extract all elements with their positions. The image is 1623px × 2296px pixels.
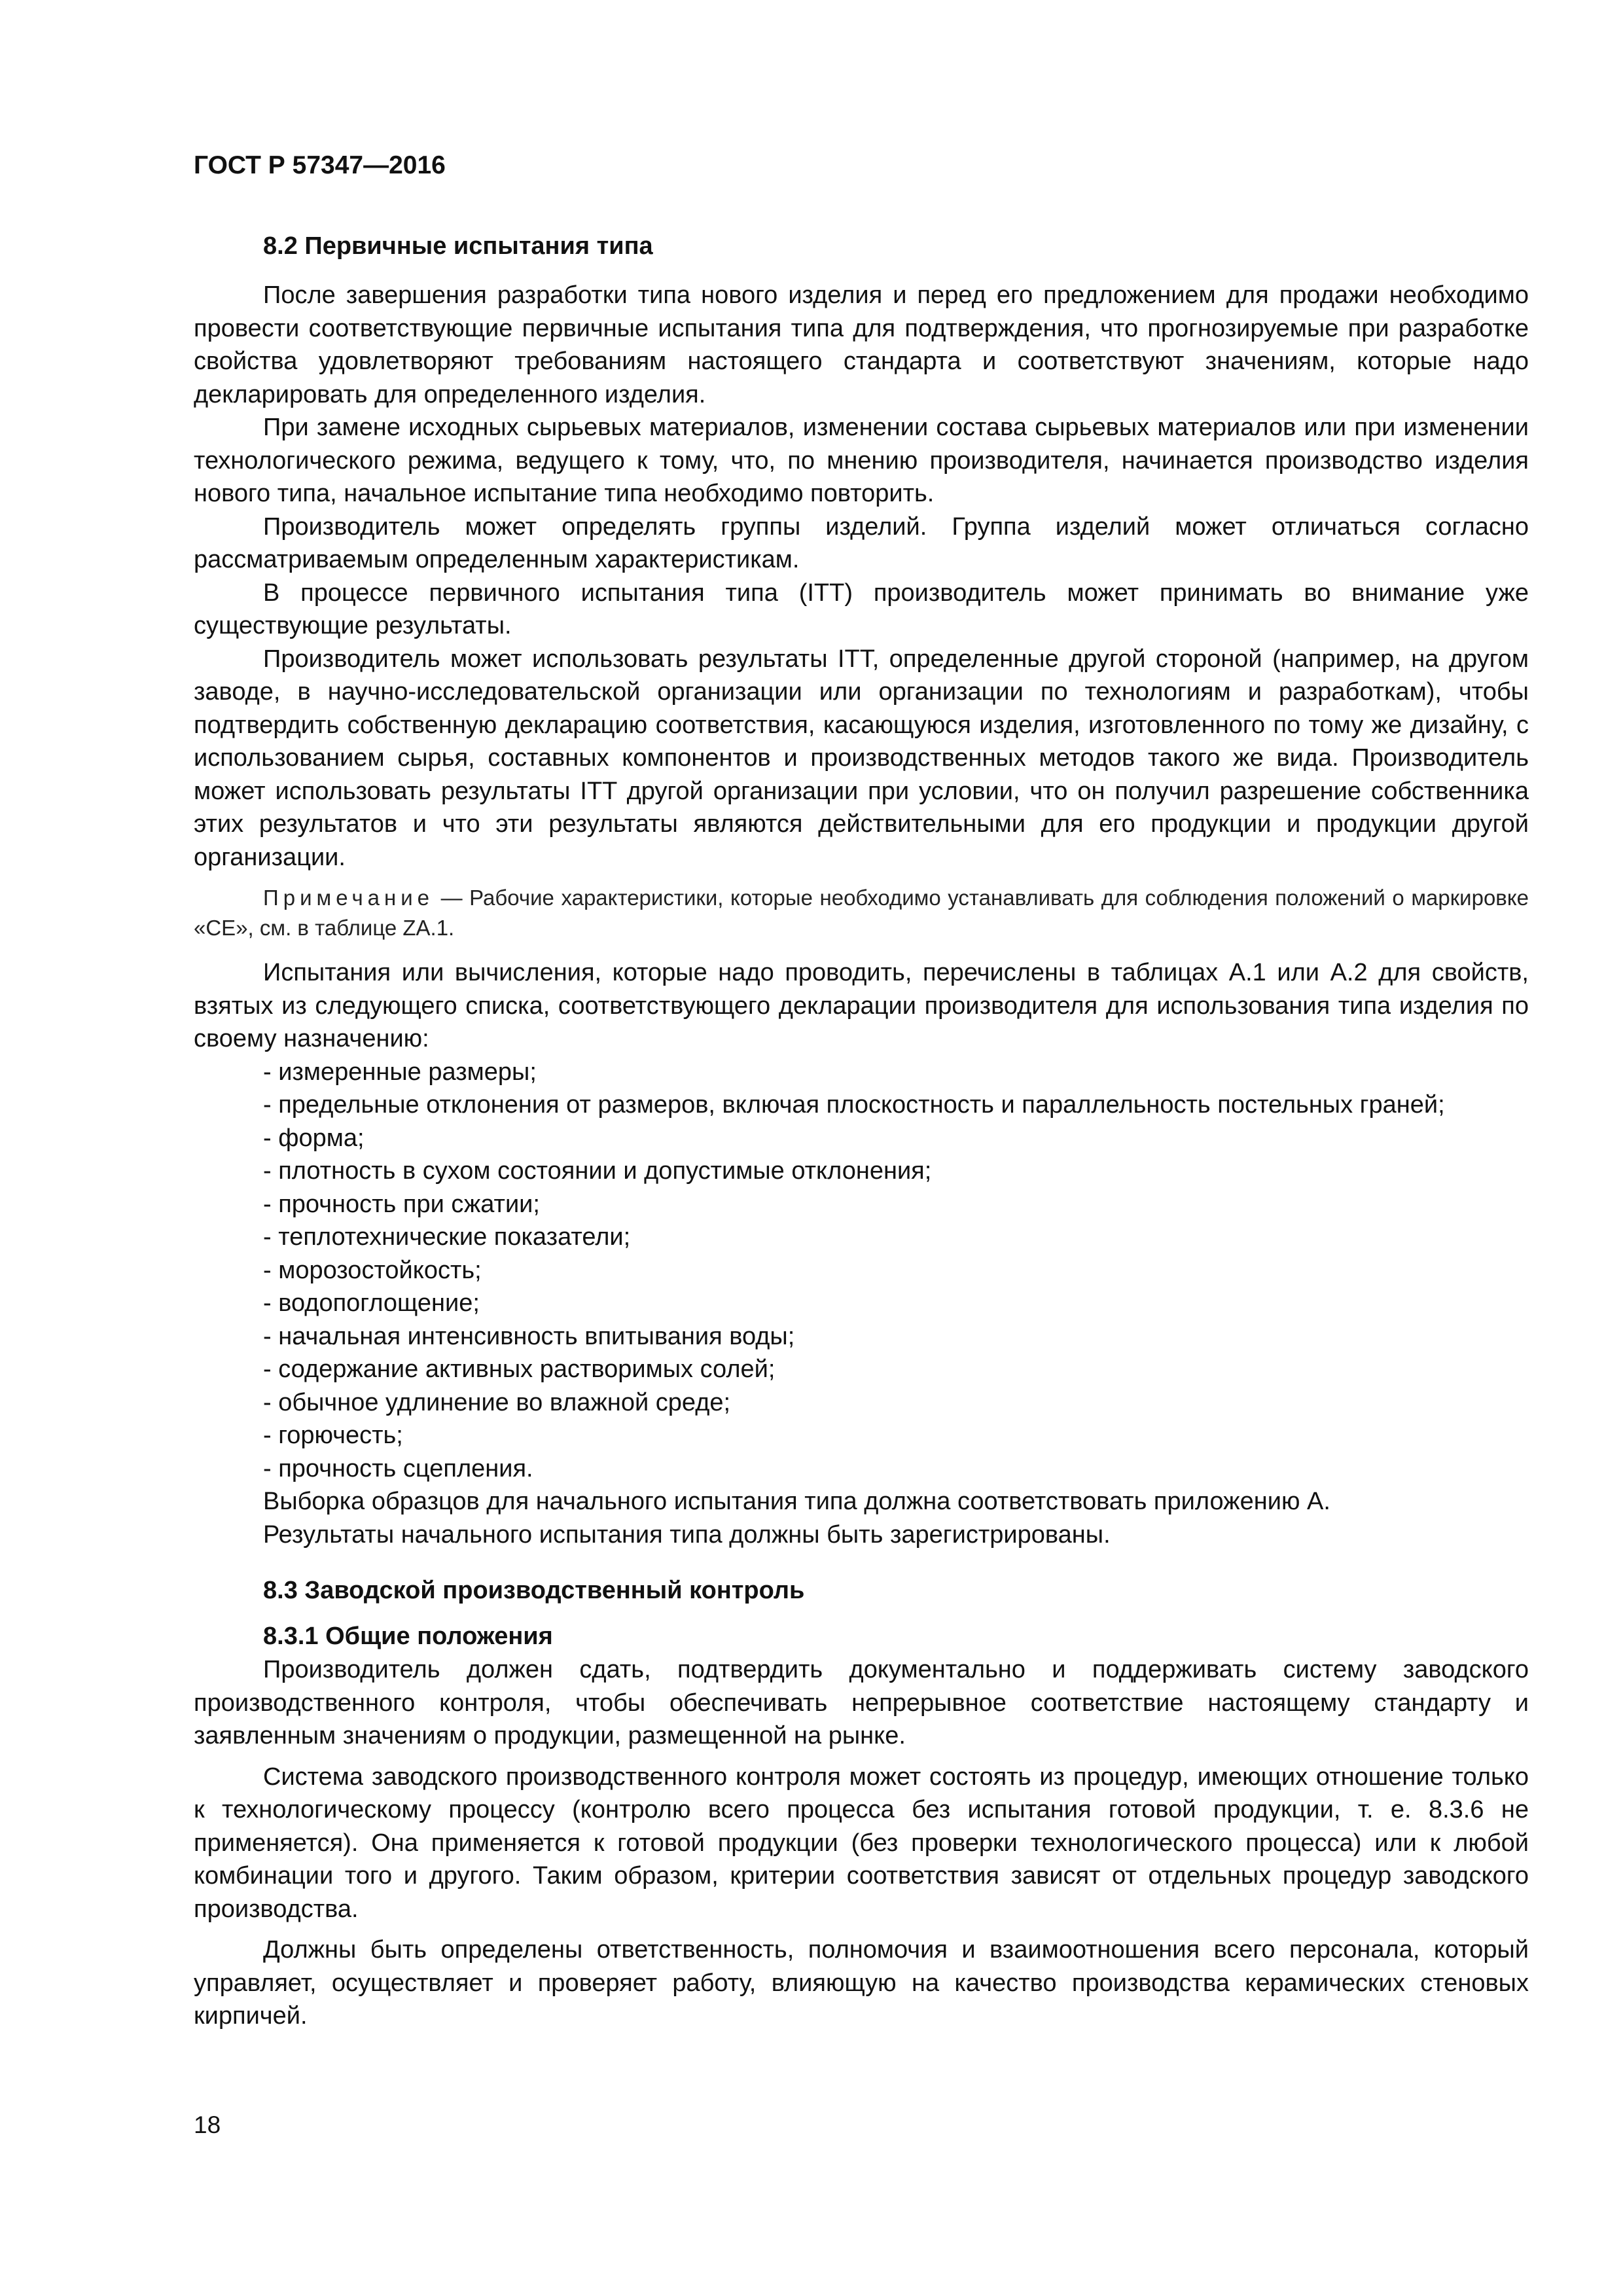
list-item: - содержание активных растворимых солей; (263, 1355, 776, 1383)
paragraph: Производитель может определять группы изделий. Группа изделий может отличаться согласно рассматриваемым определенным характеристикам. (194, 512, 1529, 573)
list-item: - морозостойкость; (263, 1256, 482, 1284)
section-title-8-2: 8.2 Первичные испытания типа (263, 232, 653, 260)
document-code: ГОСТ Р 57347—2016 (194, 151, 446, 179)
list-item: - предельные отклонения от размеров, включая плоскостность и параллельность постельных граней; (263, 1091, 1445, 1119)
list-item: - измеренные размеры; (263, 1058, 537, 1086)
list-item: - теплотехнические показатели; (263, 1223, 631, 1251)
page-content (194, 149, 1529, 2033)
list-item: - плотность в сухом состоянии и допустимые отклонения; (263, 1157, 932, 1185)
list-item: - прочность сцепления. (263, 1454, 533, 1482)
paragraph: Выборка образцов для начального испытания типа должна соответствовать приложению А. (263, 1488, 1330, 1515)
paragraph: Система заводского производственного контроля может состоять из процедур, имеющих отношение только к технологическому процессу (контролю всего процесса без испытания готовой продукции, т. е. 8.3.6 не применяется). Она применяется к готовой продукции (без проверки технологического процесса) или к любой комбинации того и другого. Таким образом, критерии соответствия зависят от отдельных процедур заводского производства. (194, 1763, 1529, 1923)
page-number: 18 (194, 2111, 221, 2138)
list-item: - водопоглощение; (263, 1289, 480, 1317)
paragraph: Производитель должен сдать, подтвердить документально и поддерживать систему заводского производственного контроля, чтобы обеспечивать непрерывное соответствие настоящему стандарту и заявленным значениям о продукции, размещенной на рынке. (194, 1656, 1529, 1749)
properties-list (194, 1056, 1529, 1486)
subsection-title-8-3-1: 8.3.1 Общие положения (263, 1623, 553, 1650)
paragraph: В процессе первичного испытания типа (ITT) производитель может принимать во внимание уже существующие результаты. (194, 579, 1529, 639)
note-label: Примечание (263, 886, 435, 910)
list-item: - начальная интенсивность впитывания воды; (263, 1322, 795, 1350)
note (194, 883, 1529, 943)
section-title-8-3: 8.3 Заводской производственный контроль (263, 1577, 805, 1604)
list-item: - обычное удлинение во влажной среде; (263, 1388, 731, 1416)
paragraph: Должны быть определены ответственность, полномочия и взаимоотношения всего персонала, который управляет, осуществляет и проверяет работу, влияющую на качество производства керамических стеновых кирпичей. (194, 1936, 1529, 2030)
list-item: - горючесть; (263, 1422, 403, 1449)
tests-intro-paragraph: Испытания или вычисления, которые надо проводить, перечислены в таблицах А.1 или А.2 для свойств, взятых из следующего списка, соответствующего декларации производителя для использования типа изделия по своему назначению: (194, 959, 1529, 1052)
paragraph: Производитель может использовать результаты ITT, определенные другой стороной (например, на другом заводе, в научно-исследовательской организации или организации по технологиям и разработкам), чтобы подтвердить собственную декларацию соответствия, касающуюся изделия, изготовленного по тому же дизайну, с использованием сырья, составных компонентов и производственных методов такого же вида. Производитель может использовать результаты ITT другой организации при условии, что он получил разрешение собственника этих результатов и что эти результаты являются действительными для его продукции и продукции другой организации. (194, 645, 1529, 871)
paragraph: При замене исходных сырьевых материалов, изменении состава сырьевых материалов или при изменении технологического режима, ведущего к тому, что, по мнению производителя, начинается производство изделия нового типа, начальное испытание типа необходимо повторить. (194, 414, 1529, 507)
list-item: - прочность при сжатии; (263, 1190, 540, 1218)
paragraph: После завершения разработки типа нового изделия и перед его предложением для продажи необходимо провести соответствующие первичные испытания типа для подтверждения, что прогнозируемые при разработке свойства удовлетворяют требованиям настоящего стандарта и соответствуют значениям, которые надо декларировать для определенного изделия. (194, 281, 1529, 408)
list-item: - форма; (263, 1124, 365, 1152)
paragraph: Результаты начального испытания типа должны быть зарегистрированы. (263, 1520, 1111, 1549)
note-text: — Рабочие характеристики, которые необходимо устанавливать для соблюдения положений о маркировке «CE», см. в таблице ZA.1. (194, 886, 1529, 940)
